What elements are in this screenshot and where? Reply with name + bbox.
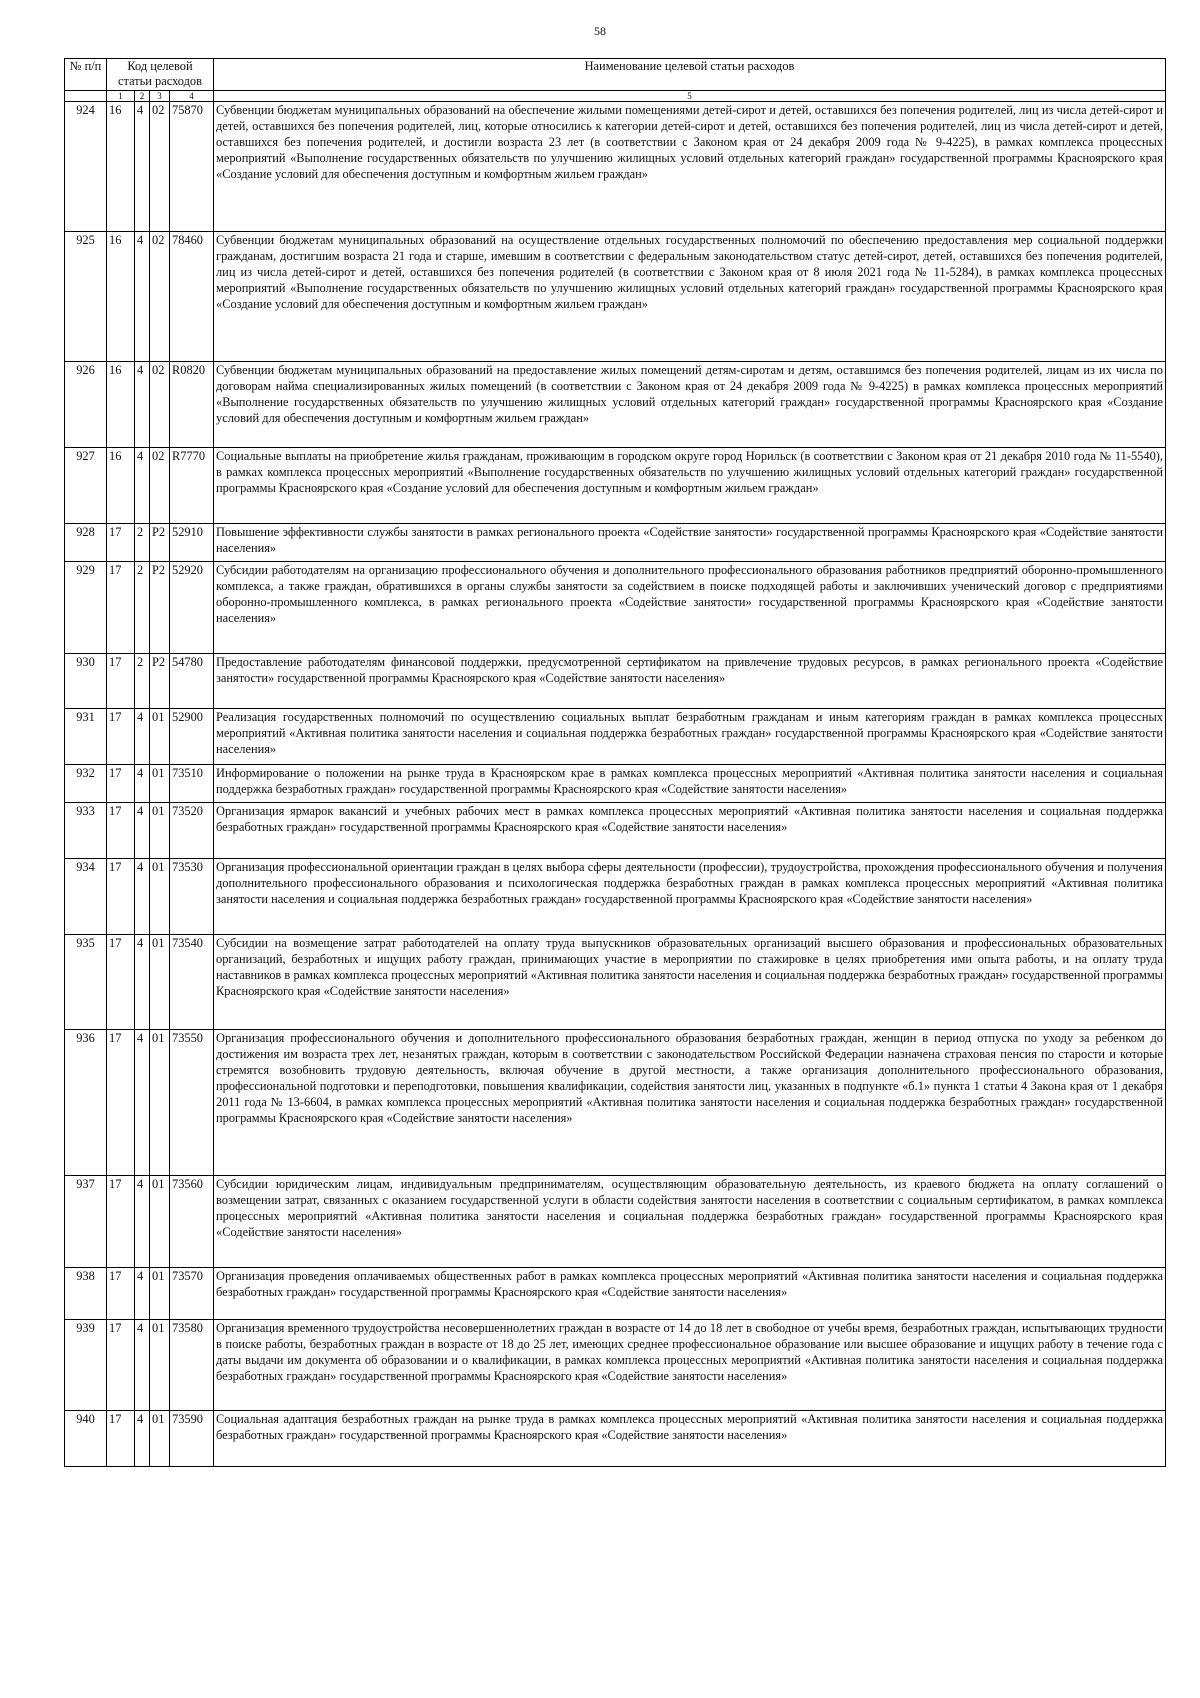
row-name: Информирование о положении на рынке труда в Красноярском крае в рамках комплекса процессных мероприятий «Активная политика занятости населения и социальная поддержка безработных граждан» государственной программы Красноярского края «Содействие занятости населения» bbox=[214, 765, 1166, 803]
code-event: 02 bbox=[150, 362, 170, 448]
row-name: Субвенции бюджетам муниципальных образований на предоставление жилых помещений детям-сиротам и детям, оставшимся без попечения родителей, лицам из их числа по договорам найма специализированных жилых помещений (в соответствии с Законом края от 24 декабря 2009 года № 9-4225) в рамках комплекса процессных мероприятий «Выполнение государственных обязательств по улучшению жилищных условий отдельных категорий граждан» государственной программы Красноярского края «Создание условий для обеспечения доступным и комфортным жильем граждан» bbox=[214, 362, 1166, 448]
table-row bbox=[65, 709, 1166, 765]
code-subprogram: 4 bbox=[135, 859, 150, 935]
code-direction: R7770 bbox=[170, 448, 214, 524]
row-number: 934 bbox=[65, 859, 107, 935]
code-event: 02 bbox=[150, 232, 170, 362]
table-row bbox=[65, 935, 1166, 1030]
code-event: P2 bbox=[150, 562, 170, 654]
index-cell: 3 bbox=[150, 91, 170, 102]
row-name: Повышение эффективности службы занятости в рамках регионального проекта «Содействие занятости» государственной программы Красноярского края «Содействие занятости населения» bbox=[214, 524, 1166, 562]
row-name: Организация ярмарок вакансий и учебных рабочих мест в рамках комплекса процессных мероприятий «Активная политика занятости населения и социальная поддержка безработных граждан» государственной программы Красноярского края «Содействие занятости населения» bbox=[214, 803, 1166, 859]
row-number: 935 bbox=[65, 935, 107, 1030]
code-event: 02 bbox=[150, 448, 170, 524]
code-program: 16 bbox=[107, 102, 135, 232]
row-name: Реализация государственных полномочий по осуществлению социальных выплат безработным гражданам и иным категориям граждан в рамках комплекса процессных мероприятий «Активная политика занятости населения и социальная поддержка безработных граждан» государственной программы Красноярского края «Содействие занятости населения» bbox=[214, 709, 1166, 765]
table-row bbox=[65, 765, 1166, 803]
code-subprogram: 4 bbox=[135, 1320, 150, 1411]
table-row bbox=[65, 1268, 1166, 1320]
code-subprogram: 4 bbox=[135, 102, 150, 232]
code-program: 17 bbox=[107, 803, 135, 859]
code-subprogram: 2 bbox=[135, 654, 150, 709]
table-row bbox=[65, 1030, 1166, 1176]
header-code: Код целевой статьи расходов bbox=[107, 59, 214, 91]
table-row bbox=[65, 859, 1166, 935]
code-subprogram: 4 bbox=[135, 765, 150, 803]
code-subprogram: 2 bbox=[135, 524, 150, 562]
code-direction: 73550 bbox=[170, 1030, 214, 1176]
code-program: 16 bbox=[107, 362, 135, 448]
table-row bbox=[65, 362, 1166, 448]
row-number: 926 bbox=[65, 362, 107, 448]
index-cell: 4 bbox=[170, 91, 214, 102]
row-name: Субсидии юридическим лицам, индивидуальным предпринимателям, осуществляющим образовательную деятельность, из краевого бюджета на оплату соглашений о возмещении затрат, связанных с оказанием государственной услуги в области содействия занятости населения в соответствии с социальным сертификатом, в рамках комплекса процессных мероприятий «Активная политика занятости населения и социальная поддержка безработных граждан» государственной программы Красноярского края «Содействие занятости населения» bbox=[214, 1176, 1166, 1268]
code-event: P2 bbox=[150, 524, 170, 562]
code-program: 17 bbox=[107, 524, 135, 562]
code-direction: 73530 bbox=[170, 859, 214, 935]
code-program: 17 bbox=[107, 859, 135, 935]
table-row bbox=[65, 803, 1166, 859]
row-name: Предоставление работодателям финансовой поддержки, предусмотренной сертификатом на привлечение трудовых ресурсов, в рамках регионального проекта «Содействие занятости» государственной программы Красноярского края «Содействие занятости населения» bbox=[214, 654, 1166, 709]
code-event: 01 bbox=[150, 765, 170, 803]
code-direction: 52900 bbox=[170, 709, 214, 765]
code-program: 17 bbox=[107, 935, 135, 1030]
index-cell: 2 bbox=[135, 91, 150, 102]
row-number: 936 bbox=[65, 1030, 107, 1176]
table-row bbox=[65, 562, 1166, 654]
code-event: P2 bbox=[150, 654, 170, 709]
index-cell bbox=[65, 91, 107, 102]
code-direction: 52920 bbox=[170, 562, 214, 654]
row-number: 925 bbox=[65, 232, 107, 362]
row-number: 930 bbox=[65, 654, 107, 709]
code-direction: 73570 bbox=[170, 1268, 214, 1320]
code-event: 01 bbox=[150, 709, 170, 765]
row-name: Организация проведения оплачиваемых общественных работ в рамках комплекса процессных мероприятий «Активная политика занятости населения и социальная поддержка безработных граждан» государственной программы Красноярского края «Содействие занятости населения» bbox=[214, 1268, 1166, 1320]
row-name: Субвенции бюджетам муниципальных образований на обеспечение жилыми помещениями детей-сирот и детей, оставшихся без попечения родителей, лиц из числа детей-сирот и детей, оставшихся без попечения родителей, лиц, которые относились к категории детей-сирот и детей, оставшихся без попечения родителей, лиц из числа детей-сирот и детей, оставшихся без попечения родителей, и достигли возраста 23 лет (в соответствии с Законом края от 24 декабря 2009 года № 9-4225), в рамках комплекса процессных мероприятий «Выполнение государственных обязательств по улучшению жилищных условий отдельных категорий граждан» государственной программы Красноярского края «Создание условий для обеспечения доступным и комфортным жильем граждан» bbox=[214, 102, 1166, 232]
code-subprogram: 4 bbox=[135, 1268, 150, 1320]
code-subprogram: 4 bbox=[135, 803, 150, 859]
code-program: 17 bbox=[107, 1268, 135, 1320]
row-name: Организация профессиональной ориентации граждан в целях выбора сферы деятельности (профессии), трудоустройства, прохождения профессионального обучения и получения дополнительного профессионального образования и психологическая поддержка безработных граждан в рамках комплекса процессных мероприятий «Активная политика занятости населения и социальная поддержка безработных граждан» государственной программы Красноярского края «Содействие занятости населения» bbox=[214, 859, 1166, 935]
code-subprogram: 4 bbox=[135, 1411, 150, 1467]
row-number: 937 bbox=[65, 1176, 107, 1268]
code-event: 01 bbox=[150, 1030, 170, 1176]
code-event: 01 bbox=[150, 1411, 170, 1467]
budget-table bbox=[64, 58, 1166, 1467]
row-number: 928 bbox=[65, 524, 107, 562]
row-number: 932 bbox=[65, 765, 107, 803]
code-event: 01 bbox=[150, 1320, 170, 1411]
table-row bbox=[65, 102, 1166, 232]
row-number: 931 bbox=[65, 709, 107, 765]
row-number: 927 bbox=[65, 448, 107, 524]
code-program: 17 bbox=[107, 709, 135, 765]
table-row bbox=[65, 1176, 1166, 1268]
code-program: 16 bbox=[107, 448, 135, 524]
code-program: 17 bbox=[107, 562, 135, 654]
row-number: 939 bbox=[65, 1320, 107, 1411]
table-row bbox=[65, 1411, 1166, 1467]
code-subprogram: 4 bbox=[135, 232, 150, 362]
code-event: 02 bbox=[150, 102, 170, 232]
code-direction: 73510 bbox=[170, 765, 214, 803]
code-direction: 73560 bbox=[170, 1176, 214, 1268]
row-name: Социальные выплаты на приобретение жилья гражданам, проживающим в городском округе город Норильск (в соответствии с Законом края от 21 декабря 2010 года № 11-5540), в рамках комплекса процессных мероприятий «Выполнение государственных обязательств по улучшению жилищных условий отдельных категорий граждан» государственной программы Красноярского края «Создание условий для обеспечения доступным и комфортным жильем граждан» bbox=[214, 448, 1166, 524]
index-cell: 5 bbox=[214, 91, 1166, 102]
code-subprogram: 4 bbox=[135, 448, 150, 524]
row-name: Организация профессионального обучения и дополнительного профессионального образования безработных граждан, женщин в период отпуска по уходу за ребенком до достижения им возраста трех лет, незанятых граждан, которым в соответствии с законодательством Российской Федерации назначена страховая пенсия по старости и которые стремятся возобновить трудовую деятельность, включая обучение в другой местности, а также организация дополнительного профессионального образования, профессиональной подготовки и переподготовки, повышения квалификации, содействия занятости лиц, указанных в подпункте «б.1» пункта 1 статьи 4 Закона края от 1 декабря 2011 года № 13-6604, в рамках комплекса процессных мероприятий «Активная политика занятости населения и социальная поддержка безработных граждан» государственной программы Красноярского края «Содействие занятости населения» bbox=[214, 1030, 1166, 1176]
code-direction: 73580 bbox=[170, 1320, 214, 1411]
code-event: 01 bbox=[150, 1176, 170, 1268]
header-index-row bbox=[65, 91, 1166, 102]
code-program: 17 bbox=[107, 1176, 135, 1268]
code-program: 17 bbox=[107, 1411, 135, 1467]
table-row bbox=[65, 1320, 1166, 1411]
code-program: 16 bbox=[107, 232, 135, 362]
row-name: Субсидии работодателям на организацию профессионального обучения и дополнительного профессионального образования работников предприятий оборонно-промышленного комплекса, а также граждан, обратившихся в органы службы занятости за содействием в поиске подходящей работы и заключивших ученический договор с предприятиями оборонно-промышленного комплекса, в рамках регионального проекта «Содействие занятости» государственной программы Красноярского края «Содействие занятости населения» bbox=[214, 562, 1166, 654]
code-subprogram: 4 bbox=[135, 362, 150, 448]
code-event: 01 bbox=[150, 1268, 170, 1320]
code-direction: 52910 bbox=[170, 524, 214, 562]
index-cell: 1 bbox=[107, 91, 135, 102]
code-direction: 73540 bbox=[170, 935, 214, 1030]
code-event: 01 bbox=[150, 803, 170, 859]
code-subprogram: 2 bbox=[135, 562, 150, 654]
code-direction: 73590 bbox=[170, 1411, 214, 1467]
header-row bbox=[65, 59, 1166, 91]
code-subprogram: 4 bbox=[135, 935, 150, 1030]
code-direction: 73520 bbox=[170, 803, 214, 859]
row-number: 938 bbox=[65, 1268, 107, 1320]
row-number: 929 bbox=[65, 562, 107, 654]
code-subprogram: 4 bbox=[135, 1176, 150, 1268]
code-subprogram: 4 bbox=[135, 1030, 150, 1176]
code-program: 17 bbox=[107, 1030, 135, 1176]
row-name: Субвенции бюджетам муниципальных образований на осуществление отдельных государственных полномочий по обеспечению предоставления мер социальной поддержки гражданам, достигшим возраста 21 года и старше, имевшим в соответствии с федеральным законодательством статус детей-сирот, детей, оставшихся без попечения родителей, лиц из числа детей-сирот и детей, оставшихся без попечения родителей (в соответствии с Законом края от 8 июля 2021 года № 11-5284), в рамках комплекса процессных мероприятий «Выполнение государственных обязательств по улучшению жилищных условий отдельных категорий граждан» государственной программы Красноярского края «Создание условий для обеспечения доступным и комфортным жильем граждан» bbox=[214, 232, 1166, 362]
row-number: 940 bbox=[65, 1411, 107, 1467]
row-name: Организация временного трудоустройства несовершеннолетних граждан в возрасте от 14 до 18 лет в свободное от учебы время, безработных граждан, испытывающих трудности в поиске работы, безработных граждан в возрасте от 18 до 25 лет, имеющих среднее профессиональное образование или высшее образование и ищущих работу в течение года с даты выдачи им документа об образовании и о квалификации, в рамках комплекса процессных мероприятий «Активная политика занятости населения и социальная поддержка безработных граждан» государственной программы Красноярского края «Содействие занятости населения» bbox=[214, 1320, 1166, 1411]
table-row bbox=[65, 448, 1166, 524]
code-direction: R0820 bbox=[170, 362, 214, 448]
code-event: 01 bbox=[150, 935, 170, 1030]
table-row bbox=[65, 232, 1166, 362]
page-number: 58 bbox=[594, 24, 606, 38]
code-direction: 75870 bbox=[170, 102, 214, 232]
code-subprogram: 4 bbox=[135, 709, 150, 765]
code-program: 17 bbox=[107, 654, 135, 709]
table-row bbox=[65, 524, 1166, 562]
row-number: 924 bbox=[65, 102, 107, 232]
code-event: 01 bbox=[150, 859, 170, 935]
header-num: № п/п bbox=[65, 59, 107, 91]
code-program: 17 bbox=[107, 765, 135, 803]
header-name: Наименование целевой статьи расходов bbox=[214, 59, 1166, 91]
code-direction: 54780 bbox=[170, 654, 214, 709]
row-name: Субсидии на возмещение затрат работодателей на оплату труда выпускников образовательных организаций высшего образования и профессиональных образовательных организаций, безработных и ищущих работу граждан, принимающих участие в мероприятии по стажировке в целях приобретения ими опыта работы, и на оплату труда наставников в рамках комплекса процессных мероприятий «Активная политика занятости населения и социальная поддержка безработных граждан» государственной программы Красноярского края «Содействие занятости населения» bbox=[214, 935, 1166, 1030]
table-row bbox=[65, 654, 1166, 709]
code-program: 17 bbox=[107, 1320, 135, 1411]
row-name: Социальная адаптация безработных граждан на рынке труда в рамках комплекса процессных мероприятий «Активная политика занятости населения и социальная поддержка безработных граждан» государственной программы Красноярского края «Содействие занятости населения» bbox=[214, 1411, 1166, 1467]
code-direction: 78460 bbox=[170, 232, 214, 362]
row-number: 933 bbox=[65, 803, 107, 859]
